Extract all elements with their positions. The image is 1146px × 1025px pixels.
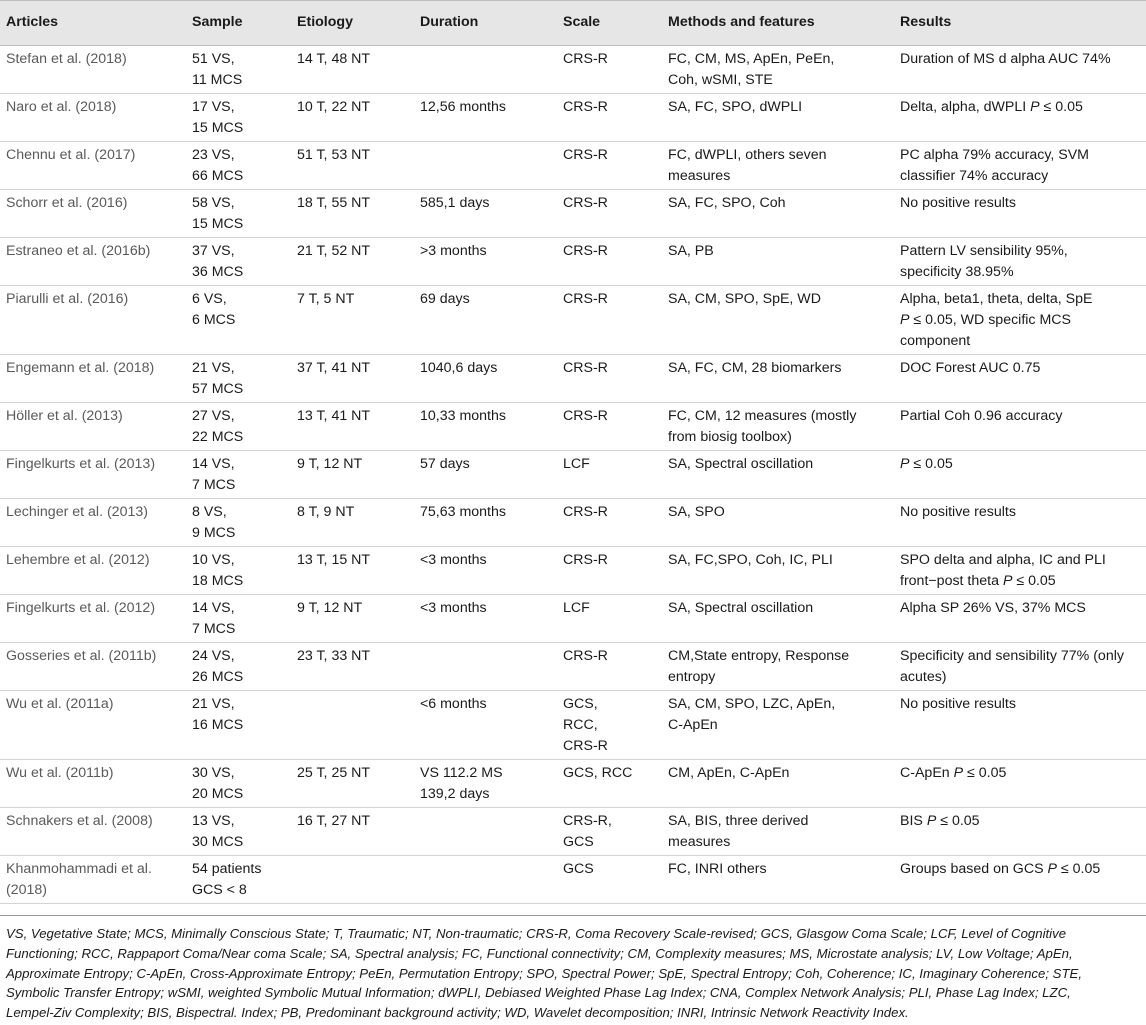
cell-scale-line: CRS-R <box>563 504 608 520</box>
cell-sample <box>186 46 291 94</box>
cell-etiology <box>291 499 414 547</box>
cell-results-line: SPO delta and alpha, IC and PLI <box>900 552 1106 568</box>
cell-scale <box>557 403 662 451</box>
cell-article-line: Lechinger et al. (2013) <box>6 504 148 520</box>
cell-methods <box>662 760 894 808</box>
cell-sample-line: 30 MCS <box>192 834 244 850</box>
cell-scale <box>557 499 662 547</box>
cell-article-line: Wu et al. (2011a) <box>6 696 114 712</box>
cell-etiology-line: 21 T, 52 NT <box>297 243 371 259</box>
cell-article-line: Fingelkurts et al. (2012) <box>6 600 156 616</box>
cell-sample-line: 6 MCS <box>192 312 236 328</box>
cell-methods-line: FC, dWPLI, others seven <box>668 147 827 163</box>
cell-sample-line: 57 MCS <box>192 381 244 397</box>
cell-results <box>894 643 1146 691</box>
cell-sample-line: 11 MCS <box>192 72 243 88</box>
cell-article-line: Estraneo et al. (2016b) <box>6 243 151 259</box>
cell-scale <box>557 808 662 856</box>
cell-results-line: DOC Forest AUC 0.75 <box>900 360 1041 376</box>
cell-etiology-line: 18 T, 55 NT <box>297 195 371 211</box>
cell-methods <box>662 190 894 238</box>
cell-methods <box>662 94 894 142</box>
cell-duration <box>414 403 557 451</box>
cell-results <box>894 142 1146 190</box>
cell-etiology <box>291 808 414 856</box>
cell-sample <box>186 451 291 499</box>
cell-methods-line: SA, BIS, three derived <box>668 813 809 829</box>
cell-article-line: Chennu et al. (2017) <box>6 147 136 163</box>
cell-results <box>894 856 1146 904</box>
cell-methods <box>662 286 894 355</box>
cell-methods-line: SA, FC, CM, 28 biomarkers <box>668 360 842 376</box>
header-etiology: Etiology <box>291 0 414 46</box>
cell-duration <box>414 499 557 547</box>
cell-sample-line: 18 MCS <box>192 573 244 589</box>
cell-sample <box>186 547 291 595</box>
header-scale: Scale <box>557 0 662 46</box>
cell-results-line: Alpha SP 26% VS, 37% MCS <box>900 600 1086 616</box>
header-methods: Methods and features <box>662 0 894 46</box>
cell-methods-line: SA, SPO <box>668 504 725 520</box>
cell-scale <box>557 451 662 499</box>
cell-etiology-line: 10 T, 22 NT <box>297 99 371 115</box>
cell-sample-line: 51 VS, <box>192 51 235 67</box>
cell-scale-line: CRS-R <box>563 195 608 211</box>
cell-results-line: PC alpha 79% accuracy, SVM <box>900 147 1089 163</box>
cell-sample-line: 7 MCS <box>192 621 236 637</box>
cell-results-line: C-ApEn P ≤ 0.05 <box>900 765 1007 781</box>
cell-methods <box>662 691 894 760</box>
header-articles: Articles <box>0 0 186 46</box>
cell-sample-line: 21 VS, <box>192 696 235 712</box>
cell-duration-line: 57 days <box>420 456 470 472</box>
cell-duration <box>414 856 557 904</box>
cell-scale <box>557 856 662 904</box>
table-row <box>0 46 1146 94</box>
cell-sample <box>186 238 291 286</box>
cell-article <box>0 760 186 808</box>
cell-duration-line: 69 days <box>420 291 470 307</box>
cell-etiology-line: 14 T, 48 NT <box>297 51 371 67</box>
cell-results-line: Specificity and sensibility 77% (only <box>900 648 1124 664</box>
cell-sample <box>186 403 291 451</box>
cell-sample-line: 26 MCS <box>192 669 244 685</box>
cell-results-line: Duration of MS d alpha AUC 74% <box>900 51 1111 67</box>
cell-etiology-line: 8 T, 9 NT <box>297 504 355 520</box>
cell-duration-line: VS 112.2 MS <box>420 765 503 781</box>
cell-sample <box>186 643 291 691</box>
cell-scale <box>557 760 662 808</box>
cell-sample <box>186 595 291 643</box>
cell-duration <box>414 355 557 403</box>
cell-methods <box>662 142 894 190</box>
cell-methods-line: SA, FC, SPO, dWPLI <box>668 99 803 115</box>
cell-scale <box>557 238 662 286</box>
cell-article-line: (2018) <box>6 882 48 898</box>
table-body <box>0 46 1146 904</box>
cell-article-line: Piarulli et al. (2016) <box>6 291 129 307</box>
table-row <box>0 595 1146 643</box>
cell-duration <box>414 46 557 94</box>
cell-duration-line: <3 months <box>420 600 487 616</box>
cell-duration-line: <3 months <box>420 552 487 568</box>
cell-etiology <box>291 286 414 355</box>
cell-results <box>894 451 1146 499</box>
cell-results <box>894 46 1146 94</box>
cell-article-line: Schorr et al. (2016) <box>6 195 128 211</box>
cell-results <box>894 595 1146 643</box>
cell-etiology <box>291 190 414 238</box>
cell-methods-line: Coh, wSMI, STE <box>668 72 773 88</box>
cell-duration-line: 139,2 days <box>420 786 490 802</box>
cell-article-line: Fingelkurts et al. (2013) <box>6 456 156 472</box>
cell-methods-line: measures <box>668 168 731 184</box>
cell-sample <box>186 355 291 403</box>
cell-methods <box>662 355 894 403</box>
cell-article <box>0 691 186 760</box>
table-row <box>0 238 1146 286</box>
cell-etiology <box>291 94 414 142</box>
cell-etiology <box>291 595 414 643</box>
cell-scale-line: GCS <box>563 834 594 850</box>
cell-etiology <box>291 547 414 595</box>
cell-etiology <box>291 142 414 190</box>
cell-article-line: Wu et al. (2011b) <box>6 765 114 781</box>
cell-methods <box>662 643 894 691</box>
cell-etiology-line: 23 T, 33 NT <box>297 648 371 664</box>
cell-article-line: Schnakers et al. (2008) <box>6 813 153 829</box>
table-top-rule <box>0 0 1146 1</box>
cell-methods-line: SA, FC,SPO, Coh, IC, PLI <box>668 552 833 568</box>
cell-duration-line: >3 months <box>420 243 487 259</box>
table-row <box>0 760 1146 808</box>
cell-sample-line: 13 VS, <box>192 813 235 829</box>
cell-article <box>0 142 186 190</box>
cell-duration <box>414 94 557 142</box>
cell-scale <box>557 355 662 403</box>
cell-scale-line: CRS-R, <box>563 813 612 829</box>
cell-duration <box>414 286 557 355</box>
cell-etiology-line: 51 T, 53 NT <box>297 147 371 163</box>
cell-duration <box>414 142 557 190</box>
cell-results-line: P ≤ 0.05, WD specific MCS <box>900 312 1071 328</box>
table-row <box>0 355 1146 403</box>
cell-article <box>0 46 186 94</box>
cell-results-line: component <box>900 333 971 349</box>
cell-sample-line: 14 VS, <box>192 456 235 472</box>
cell-article <box>0 595 186 643</box>
cell-methods-line: SA, CM, SPO, LZC, ApEn, <box>668 696 836 712</box>
cell-results-line: front−post theta P ≤ 0.05 <box>900 573 1056 589</box>
cell-methods-line: SA, FC, SPO, Coh <box>668 195 786 211</box>
cell-etiology <box>291 451 414 499</box>
table-row <box>0 94 1146 142</box>
cell-sample-line: 16 MCS <box>192 717 244 733</box>
cell-duration <box>414 808 557 856</box>
cell-methods <box>662 547 894 595</box>
cell-results <box>894 94 1146 142</box>
cell-duration <box>414 238 557 286</box>
table-row <box>0 286 1146 355</box>
header-duration: Duration <box>414 0 557 46</box>
cell-etiology <box>291 355 414 403</box>
cell-scale-line: LCF <box>563 456 590 472</box>
cell-article-line: Naro et al. (2018) <box>6 99 117 115</box>
cell-results-line: P ≤ 0.05 <box>900 456 953 472</box>
cell-etiology-line: 9 T, 12 NT <box>297 600 363 616</box>
cell-results-line: No positive results <box>900 504 1016 520</box>
cell-scale-line: CRS-R <box>563 552 608 568</box>
cell-sample-line: 7 MCS <box>192 477 236 493</box>
footnote-line: Functioning; RCC, Rappaport Coma/Near coma Scale; SA, Spectral analysis; FC, Functional connectivity; CM, Complexity measures; MS, Microstate analysis; LV, Low Voltage; ApEn, <box>6 945 1073 961</box>
cell-article <box>0 499 186 547</box>
cell-methods <box>662 808 894 856</box>
cell-results-line: Delta, alpha, dWPLI P ≤ 0.05 <box>900 99 1083 115</box>
cell-methods-line: FC, INRI others <box>668 861 767 877</box>
cell-etiology <box>291 691 414 760</box>
cell-duration-line: 12,56 months <box>420 99 506 115</box>
cell-scale <box>557 142 662 190</box>
cell-scale-line: CRS-R <box>563 360 608 376</box>
cell-sample-line: 20 MCS <box>192 786 244 802</box>
cell-duration-line: <6 months <box>420 696 487 712</box>
cell-results <box>894 547 1146 595</box>
cell-article <box>0 856 186 904</box>
cell-methods-line: from biosig toolbox) <box>668 429 792 445</box>
cell-duration <box>414 547 557 595</box>
cell-article <box>0 403 186 451</box>
cell-article <box>0 94 186 142</box>
cell-sample-line: 54 patients <box>192 861 262 877</box>
cell-sample-line: 22 MCS <box>192 429 244 445</box>
cell-sample-line: 8 VS, <box>192 504 227 520</box>
cell-duration-line: 585,1 days <box>420 195 490 211</box>
table-row <box>0 403 1146 451</box>
cell-etiology <box>291 856 414 904</box>
cell-etiology <box>291 46 414 94</box>
cell-duration-line: 10,33 months <box>420 408 506 424</box>
footnote-line: Symbolic Transfer Entropy; wSMI, weighted Symbolic Mutual Information; dWPLI, Debiased Weighted Phase Lag Index; CNA, Complex Network Analysis; PLI, Phase Lag Index; LZC, <box>6 985 1071 1001</box>
table-row <box>0 856 1146 904</box>
cell-sample <box>186 286 291 355</box>
cell-methods <box>662 595 894 643</box>
cell-scale-line: CRS-R <box>563 147 608 163</box>
cell-results-line: acutes) <box>900 669 947 685</box>
cell-results-line: BIS P ≤ 0.05 <box>900 813 980 829</box>
cell-article <box>0 547 186 595</box>
cell-methods-line: CM,State entropy, Response <box>668 648 850 664</box>
cell-sample-line: 24 VS, <box>192 648 235 664</box>
cell-sample-line: 17 VS, <box>192 99 235 115</box>
cell-sample-line: 15 MCS <box>192 216 244 232</box>
table-footnote <box>6 924 1142 1023</box>
cell-scale-line: CRS-R <box>563 648 608 664</box>
cell-etiology-line: 7 T, 5 NT <box>297 291 355 307</box>
cell-article <box>0 190 186 238</box>
cell-sample <box>186 856 291 904</box>
header-results: Results <box>894 0 1146 46</box>
cell-duration <box>414 451 557 499</box>
cell-duration <box>414 643 557 691</box>
cell-duration <box>414 760 557 808</box>
cell-etiology-line: 9 T, 12 NT <box>297 456 363 472</box>
cell-results-line: No positive results <box>900 696 1016 712</box>
cell-etiology-line: 16 T, 27 NT <box>297 813 371 829</box>
table-bottom-rule <box>0 915 1146 916</box>
cell-results <box>894 190 1146 238</box>
cell-etiology <box>291 403 414 451</box>
cell-article-line: Gosseries et al. (2011b) <box>6 648 157 664</box>
cell-scale <box>557 46 662 94</box>
cell-duration <box>414 190 557 238</box>
cell-etiology-line: 37 T, 41 NT <box>297 360 371 376</box>
cell-sample-line: 15 MCS <box>192 120 244 136</box>
cell-scale <box>557 643 662 691</box>
cell-sample <box>186 190 291 238</box>
cell-results <box>894 760 1146 808</box>
cell-etiology <box>291 238 414 286</box>
cell-scale-line: CRS-R <box>563 243 608 259</box>
cell-article-line: Lehembre et al. (2012) <box>6 552 150 568</box>
cell-methods-line: entropy <box>668 669 716 685</box>
cell-sample-line: 36 MCS <box>192 264 244 280</box>
cell-results <box>894 499 1146 547</box>
cell-article <box>0 808 186 856</box>
table-row <box>0 643 1146 691</box>
cell-article-line: Höller et al. (2013) <box>6 408 123 424</box>
footnote-line: VS, Vegetative State; MCS, Minimally Conscious State; T, Traumatic; NT, Non-traumatic; CRS-R, Coma Recovery Scale-revised; GCS, Glasgow Coma Scale; LCF, Level of Cognitive <box>6 926 1067 941</box>
cell-methods-line: SA, Spectral oscillation <box>668 600 814 616</box>
cell-scale-line: LCF <box>563 600 590 616</box>
cell-duration <box>414 595 557 643</box>
cell-sample <box>186 499 291 547</box>
table-row <box>0 547 1146 595</box>
cell-results <box>894 238 1146 286</box>
cell-scale-line: GCS, <box>563 696 598 712</box>
cell-sample <box>186 142 291 190</box>
cell-sample-line: 23 VS, <box>192 147 235 163</box>
cell-etiology <box>291 760 414 808</box>
table-row <box>0 451 1146 499</box>
cell-scale <box>557 190 662 238</box>
cell-sample-line: 37 VS, <box>192 243 235 259</box>
cell-scale-line: GCS, RCC <box>563 765 633 781</box>
cell-results <box>894 286 1146 355</box>
table-row <box>0 499 1146 547</box>
cell-methods-line: FC, CM, 12 measures (mostly <box>668 408 857 424</box>
cell-results-line: specificity 38.95% <box>900 264 1014 280</box>
cell-article-line: Engemann et al. (2018) <box>6 360 155 376</box>
cell-scale-line: CRS-R <box>563 51 608 67</box>
cell-results <box>894 355 1146 403</box>
cell-results-line: classifier 74% accuracy <box>900 168 1049 184</box>
cell-methods <box>662 46 894 94</box>
cell-article <box>0 238 186 286</box>
header-sample: Sample <box>186 0 291 46</box>
cell-sample-line: GCS < 8 <box>192 882 247 898</box>
cell-article-line: Stefan et al. (2018) <box>6 51 127 67</box>
cell-sample-line: 9 MCS <box>192 525 236 541</box>
cell-scale <box>557 547 662 595</box>
cell-etiology-line: 13 T, 41 NT <box>297 408 371 424</box>
cell-methods-line: CM, ApEn, C-ApEn <box>668 765 790 781</box>
cell-methods <box>662 403 894 451</box>
cell-scale-line: CRS-R <box>563 738 608 754</box>
cell-article <box>0 643 186 691</box>
cell-methods <box>662 451 894 499</box>
cell-scale <box>557 94 662 142</box>
cell-results-line: Alpha, beta1, theta, delta, SpE <box>900 291 1093 307</box>
cell-methods-line: SA, Spectral oscillation <box>668 456 814 472</box>
cell-article <box>0 451 186 499</box>
cell-methods-line: SA, CM, SPO, SpE, WD <box>668 291 821 307</box>
cell-scale-line: CRS-R <box>563 408 608 424</box>
cell-results-line: Pattern LV sensibility 95%, <box>900 243 1068 259</box>
cell-sample-line: 27 VS, <box>192 408 235 424</box>
table-row <box>0 808 1146 856</box>
cell-scale <box>557 691 662 760</box>
cell-sample-line: 6 VS, <box>192 291 227 307</box>
cell-methods <box>662 856 894 904</box>
cell-sample-line: 21 VS, <box>192 360 235 376</box>
cell-article <box>0 286 186 355</box>
cell-results <box>894 403 1146 451</box>
cell-sample <box>186 808 291 856</box>
cell-sample-line: 66 MCS <box>192 168 244 184</box>
cell-results <box>894 691 1146 760</box>
cell-scale-line: RCC, <box>563 717 598 733</box>
table-row <box>0 190 1146 238</box>
cell-scale <box>557 595 662 643</box>
cell-methods <box>662 238 894 286</box>
cell-sample <box>186 94 291 142</box>
cell-sample <box>186 691 291 760</box>
table-row <box>0 142 1146 190</box>
cell-methods-line: SA, PB <box>668 243 714 259</box>
cell-results-line: Partial Coh 0.96 accuracy <box>900 408 1063 424</box>
table-header-row <box>0 0 1146 46</box>
cell-scale-line: GCS <box>563 861 594 877</box>
cell-scale <box>557 286 662 355</box>
cell-article <box>0 355 186 403</box>
cell-methods-line: FC, CM, MS, ApEn, PeEn, <box>668 51 835 67</box>
cell-methods <box>662 499 894 547</box>
cell-sample-line: 58 VS, <box>192 195 235 211</box>
cell-sample <box>186 760 291 808</box>
cell-methods-line: C-ApEn <box>668 717 718 733</box>
cell-etiology-line: 25 T, 25 NT <box>297 765 371 781</box>
cell-etiology <box>291 643 414 691</box>
cell-sample-line: 30 VS, <box>192 765 235 781</box>
cell-sample-line: 10 VS, <box>192 552 235 568</box>
footnote-line: Approximate Entropy; C-ApEn, Cross-Approximate Entropy; PeEn, Permutation Entropy; SPO, Spectral Power; SpE, Spectral Entropy; Coh, Coherence; IC, Imaginary Coherence; STE, <box>6 965 1082 981</box>
cell-scale-line: CRS-R <box>563 99 608 115</box>
table-row <box>0 691 1146 760</box>
cell-sample-line: 14 VS, <box>192 600 235 616</box>
cell-results-line: Groups based on GCS P ≤ 0.05 <box>900 861 1101 877</box>
cell-article-line: Khanmohammadi et al. <box>6 861 152 877</box>
cell-duration <box>414 691 557 760</box>
cell-methods-line: measures <box>668 834 731 850</box>
cell-duration-line: 1040,6 days <box>420 360 498 376</box>
cell-etiology-line: 13 T, 15 NT <box>297 552 371 568</box>
footnote-line: Lempel-Ziv Complexity; BIS, Bispectral. Index; PB, Predominant background activity; WD, Wavelet decomposition; INRI, Intrinsic Network Reactivity Index. <box>6 1005 909 1021</box>
cell-results <box>894 808 1146 856</box>
cell-results-line: No positive results <box>900 195 1016 211</box>
cell-duration-line: 75,63 months <box>420 504 506 520</box>
cell-scale-line: CRS-R <box>563 291 608 307</box>
